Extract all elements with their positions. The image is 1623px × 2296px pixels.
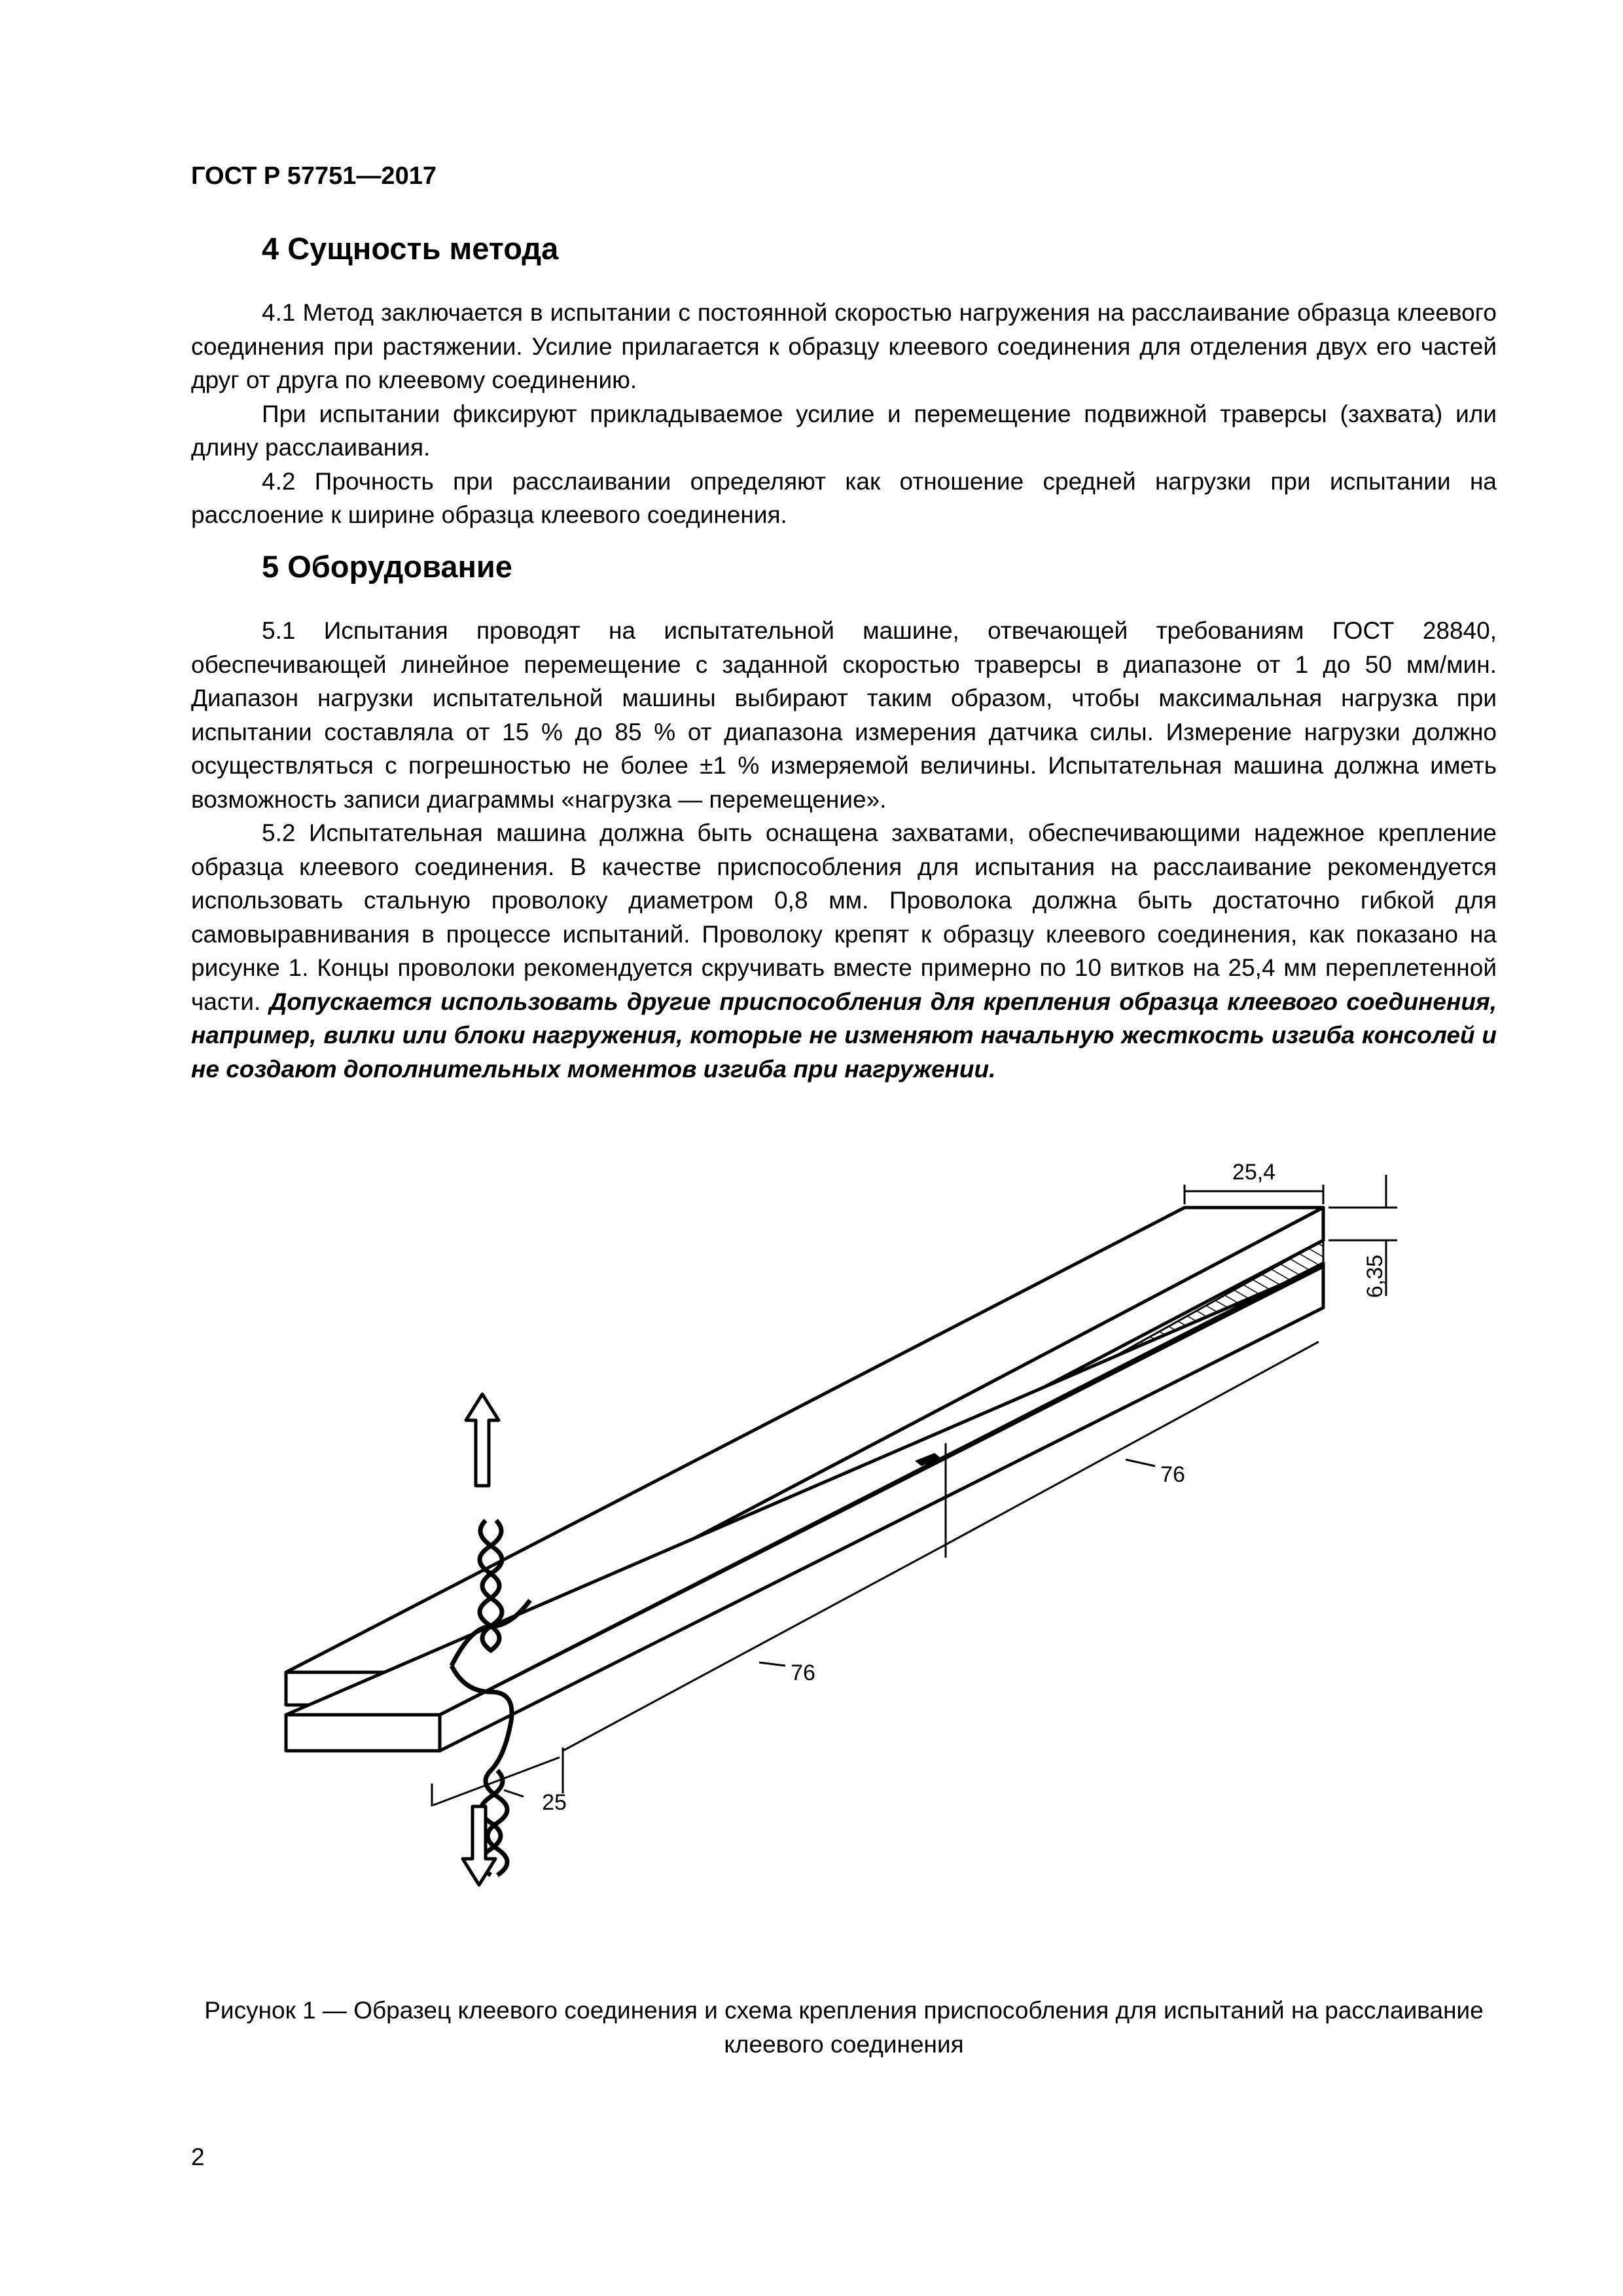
paragraph-5-2 xyxy=(191,816,1497,1086)
paragraph-4-1-b: При испытании фиксируют прикладываемое усилие и перемещение подвижной траверсы (захвата) или длину расслаивания. xyxy=(191,400,1497,461)
dim-thickness-label: 6,35 xyxy=(1363,1254,1387,1299)
paragraph-4-2: 4.2 Прочность при расслаивании определяют как отношение средней нагрузки при испытании на расслоение к ширине образца клеевого соединения. xyxy=(191,467,1497,528)
figure-1-specimen-drawing xyxy=(0,1139,1623,1957)
section-4-body xyxy=(191,296,1497,532)
paragraph-5-2-text: 5.2 Испытательная машина должна быть оснащена захватами, обеспечивающими надежное крепление образца клеевого соединения. В качестве приспособления для испытания на расслаивание рекомендуется использовать стальную проволоку диаметром 0,8 мм. Проволока должна быть достаточно гибкой для самовыравнивания в процессе испытаний. Проволоку крепят к образцу клеевого соединения, как показано на рисунке 1. Концы проволоки рекомендуется скручивать вместе примерно по 10 витков на 25,4 мм переплетенной части. xyxy=(191,819,1497,1015)
figure-1-caption: Рисунок 1 — Образец клеевого соединения и схема крепления приспособления для испытаний на расслаивание клеевого соединения xyxy=(204,1997,1484,2058)
specimen-upper-plate xyxy=(286,1208,1323,1705)
document-code: ГОСТ Р 57751—2017 xyxy=(191,162,437,190)
paragraph-5-1: 5.1 Испытания проводят на испытательной машине, отвечающей требованиям ГОСТ 28840, обеспечивающей линейное перемещение с заданной скоростью траверсы в диапазоне от 1 до 50 мм/мин. Диапазон нагрузки испытательной машины выбирают таким образом, чтобы максимальная нагрузка при испытании составляла от 15 % до 85 % от диапазона измерения датчика силы. Измерение нагрузки должно осуществляться с погрешностью не более ±1 % измеряемой величины. Испытательная машина должна иметь возможность записи диаграммы «нагрузка — перемещение». xyxy=(191,617,1497,813)
dim-25-label: 25 xyxy=(542,1790,567,1815)
dim-76-upper-label: 76 xyxy=(1160,1462,1185,1487)
section-5-body xyxy=(191,614,1497,1086)
dim-width-label: 25,4 xyxy=(1232,1160,1276,1185)
page-number: 2 xyxy=(191,2144,205,2170)
force-arrow-up-icon xyxy=(466,1394,499,1486)
dim-76-lower-label: 76 xyxy=(791,1660,815,1685)
section-4-title: 4 Сущность метода xyxy=(262,231,559,266)
paragraph-4-1: 4.1 Метод заключается в испытании с постоянной скоростью нагружения на расслаивание образца клеевого соединения при растяжении. Усилие прилагается к образцу клеевого соединения для отделения двух его частей друг от друга по клеевому соединению. xyxy=(191,299,1497,393)
paragraph-5-2-emphasis: Допускается использовать другие приспособления для крепления образца клеевого соединения, например, вилки или блоки нагружения, которые не изменяют начальную жесткость изгиба консолей и не создают дополнительных моментов изгиба при нагружении. xyxy=(191,988,1497,1083)
section-5-title: 5 Оборудование xyxy=(262,549,512,584)
